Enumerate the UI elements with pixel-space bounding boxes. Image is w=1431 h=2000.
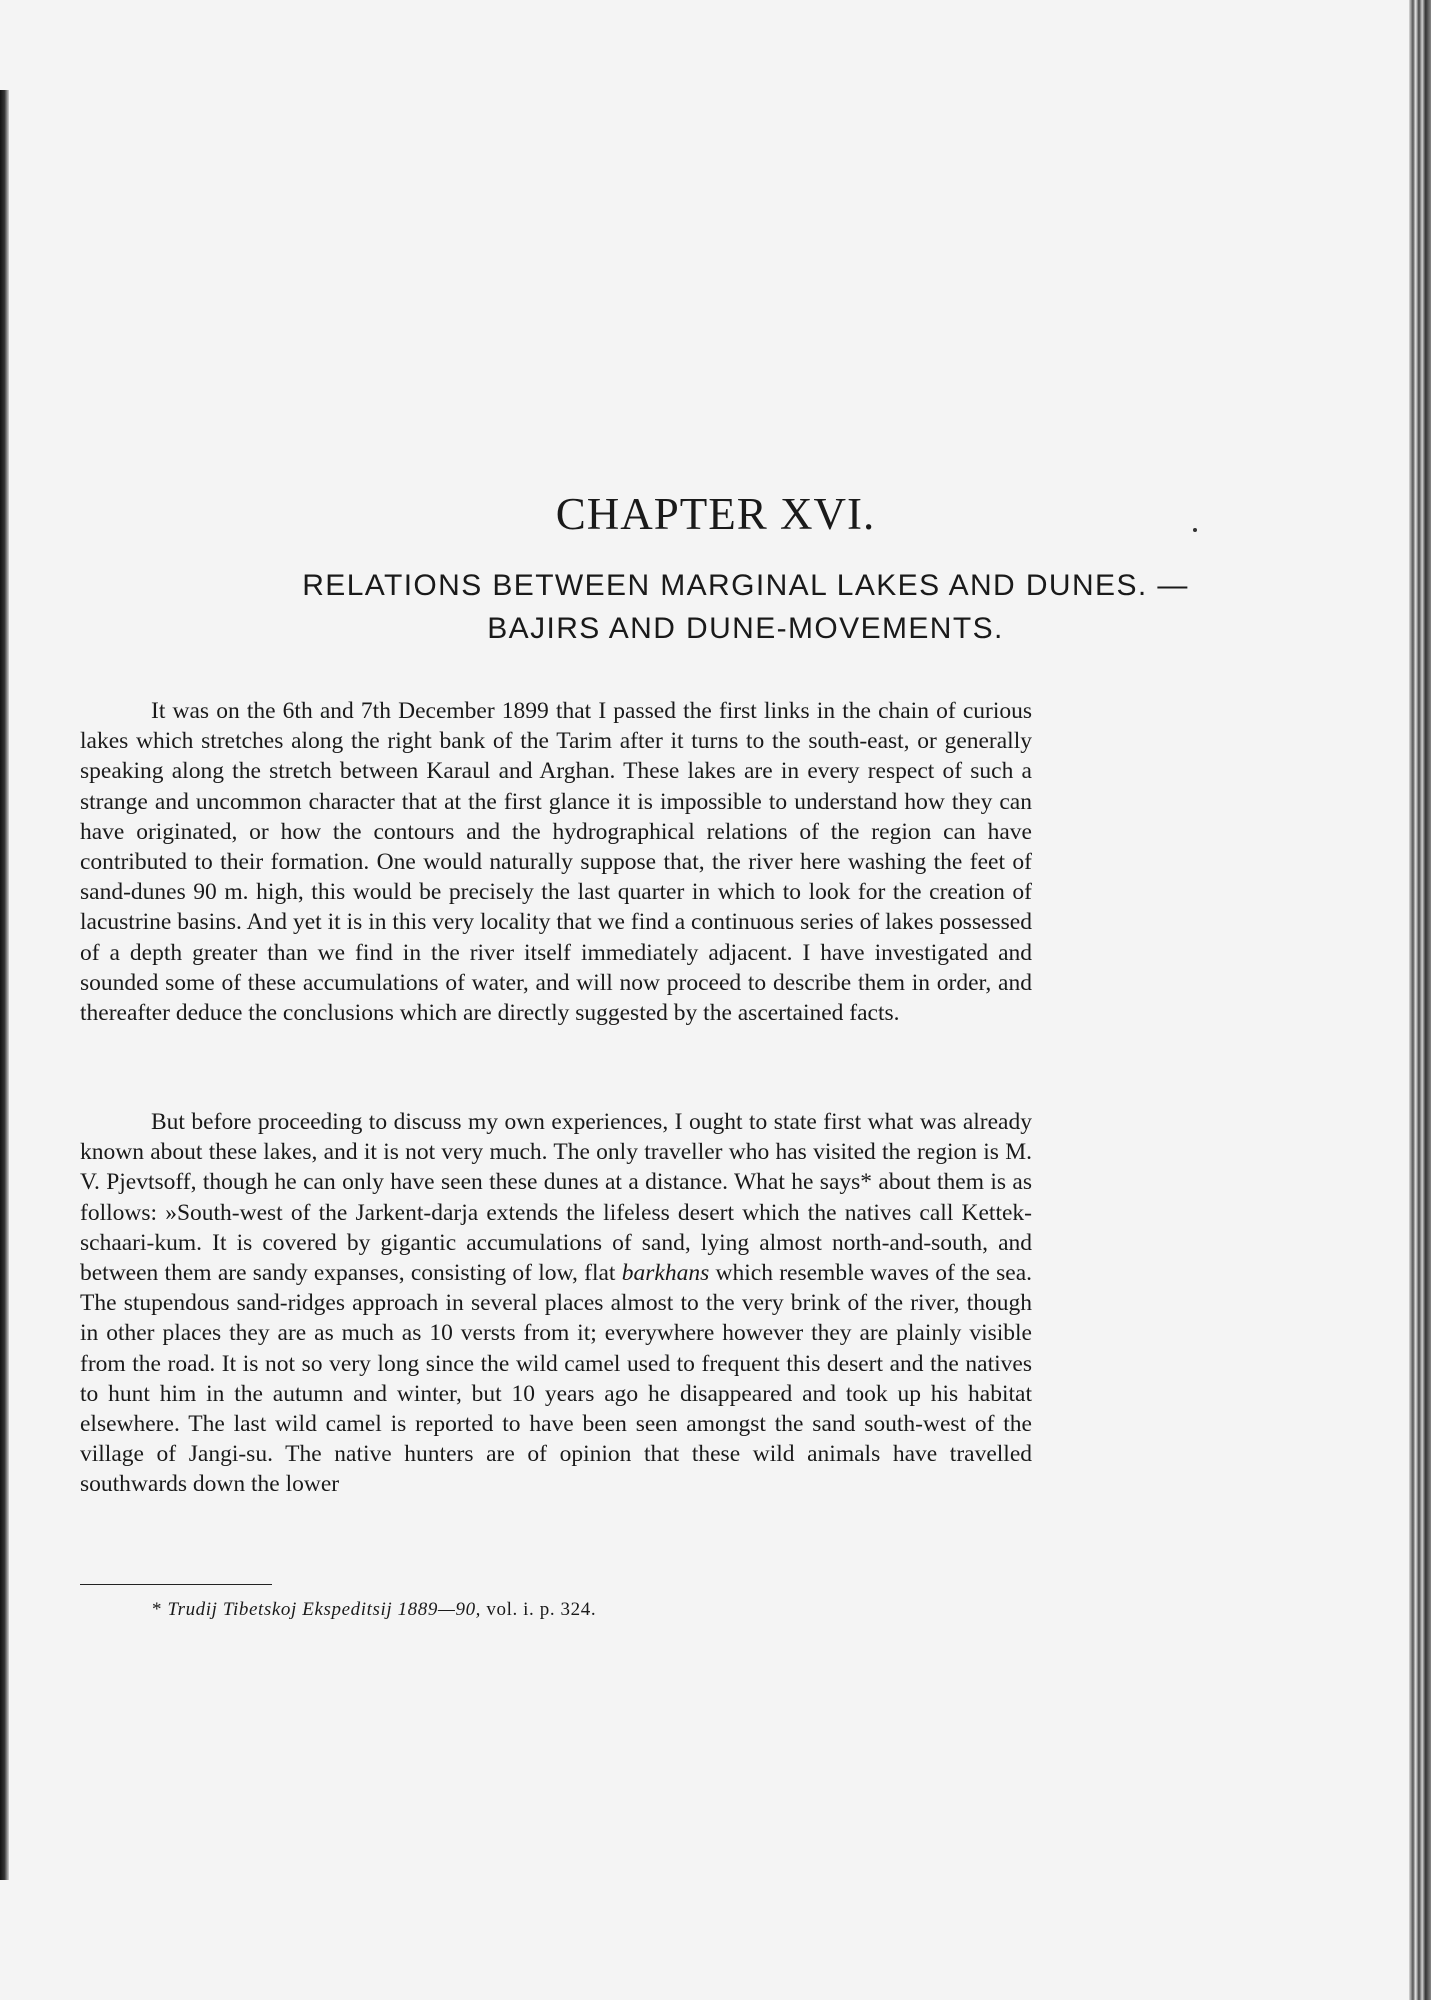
footnote-citation: vol. i. p. 324. [486, 1599, 597, 1620]
chapter-heading-line-2: BAJIRS AND DUNE-MOVEMENTS. [487, 612, 1004, 645]
footnote [152, 1598, 596, 1622]
page-right-edge-shadow [1409, 0, 1431, 2000]
chapter-title: CHAPTER XVI. [555, 489, 876, 539]
chapter-heading-line-1: RELATIONS BETWEEN MARGINAL LAKES AND DUNES. — [302, 569, 1189, 602]
page-left-edge-shadow [0, 90, 9, 1880]
paragraph-2-part-2: which resemble waves of the sea. The stupendous sand-ridges approach in several places almost to the very brink of the river, though in other places they are as much as 10 versts from it; everywhere however they are plainly visible from the road. It is not so very long since the wild camel used to frequent this desert and the natives to hunt him in the autumn and winter, but 10 years ago he disappeared and took up his habitat elsewhere. The last wild camel is reported to have been seen amongst the sand south-west of the village of Jangi-su. The native hunters are of opinion that these wild animals have travelled southwards down the lower [80, 1260, 1033, 1498]
body-paragraph-1 [80, 696, 1032, 1028]
paragraph-1-text: It was on the 6th and 7th December 1899 that I passed the first links in the chain of curious lakes which stretches along the right bank of the Tarim after it turns to the south-east, or generally speaking along the stretch between Karaul and Arghan. These lakes are in every respect of such a strange and uncommon character that at the first glance it is impossible to understand how they can have originated, or how the contours and the hydrographical relations of the region can have contributed to their formation. One would naturally suppose that, the river here washing the feet of sand-dunes 90 m. high, this would be precisely the last quarter in which to look for the creation of lacustrine basins. And yet it is in this very locality that we find a continuous series of lakes possessed of a depth greater than we find in the river itself immediately adjacent. I have investigated and sounded some of these accumulations of water, and will now proceed to describe them in order, and thereafter deduce the conclusions which are directly suggested by the ascertained facts. [80, 698, 1032, 1027]
footnote-marker: * [152, 1599, 163, 1620]
body-paragraph-2 [80, 1107, 1032, 1500]
paragraph-2-italic-term: barkhans [621, 1260, 710, 1287]
paragraph-2-text [80, 1107, 1032, 1500]
footnote-title: Trudij Tibetskoj Ekspeditsij 1889—90, [167, 1599, 482, 1620]
footnote-rule [80, 1584, 272, 1585]
paragraph-2-part-1: But before proceeding to discuss my own experiences, I ought to state first what was already known about these lakes, and it is not very much. The only traveller who has visited the region is M. V. Pjevtsoff, though he can only have seen these dunes at a distance. What he says* about them is as follows: »South-west of the Jarkent-darja extends the lifeless desert which the natives call Kettek-schaari-kum. It is covered by gigantic accumulations of sand, lying almost north-and-south, and between them are sandy expanses, consisting of low, flat [80, 1109, 1032, 1287]
